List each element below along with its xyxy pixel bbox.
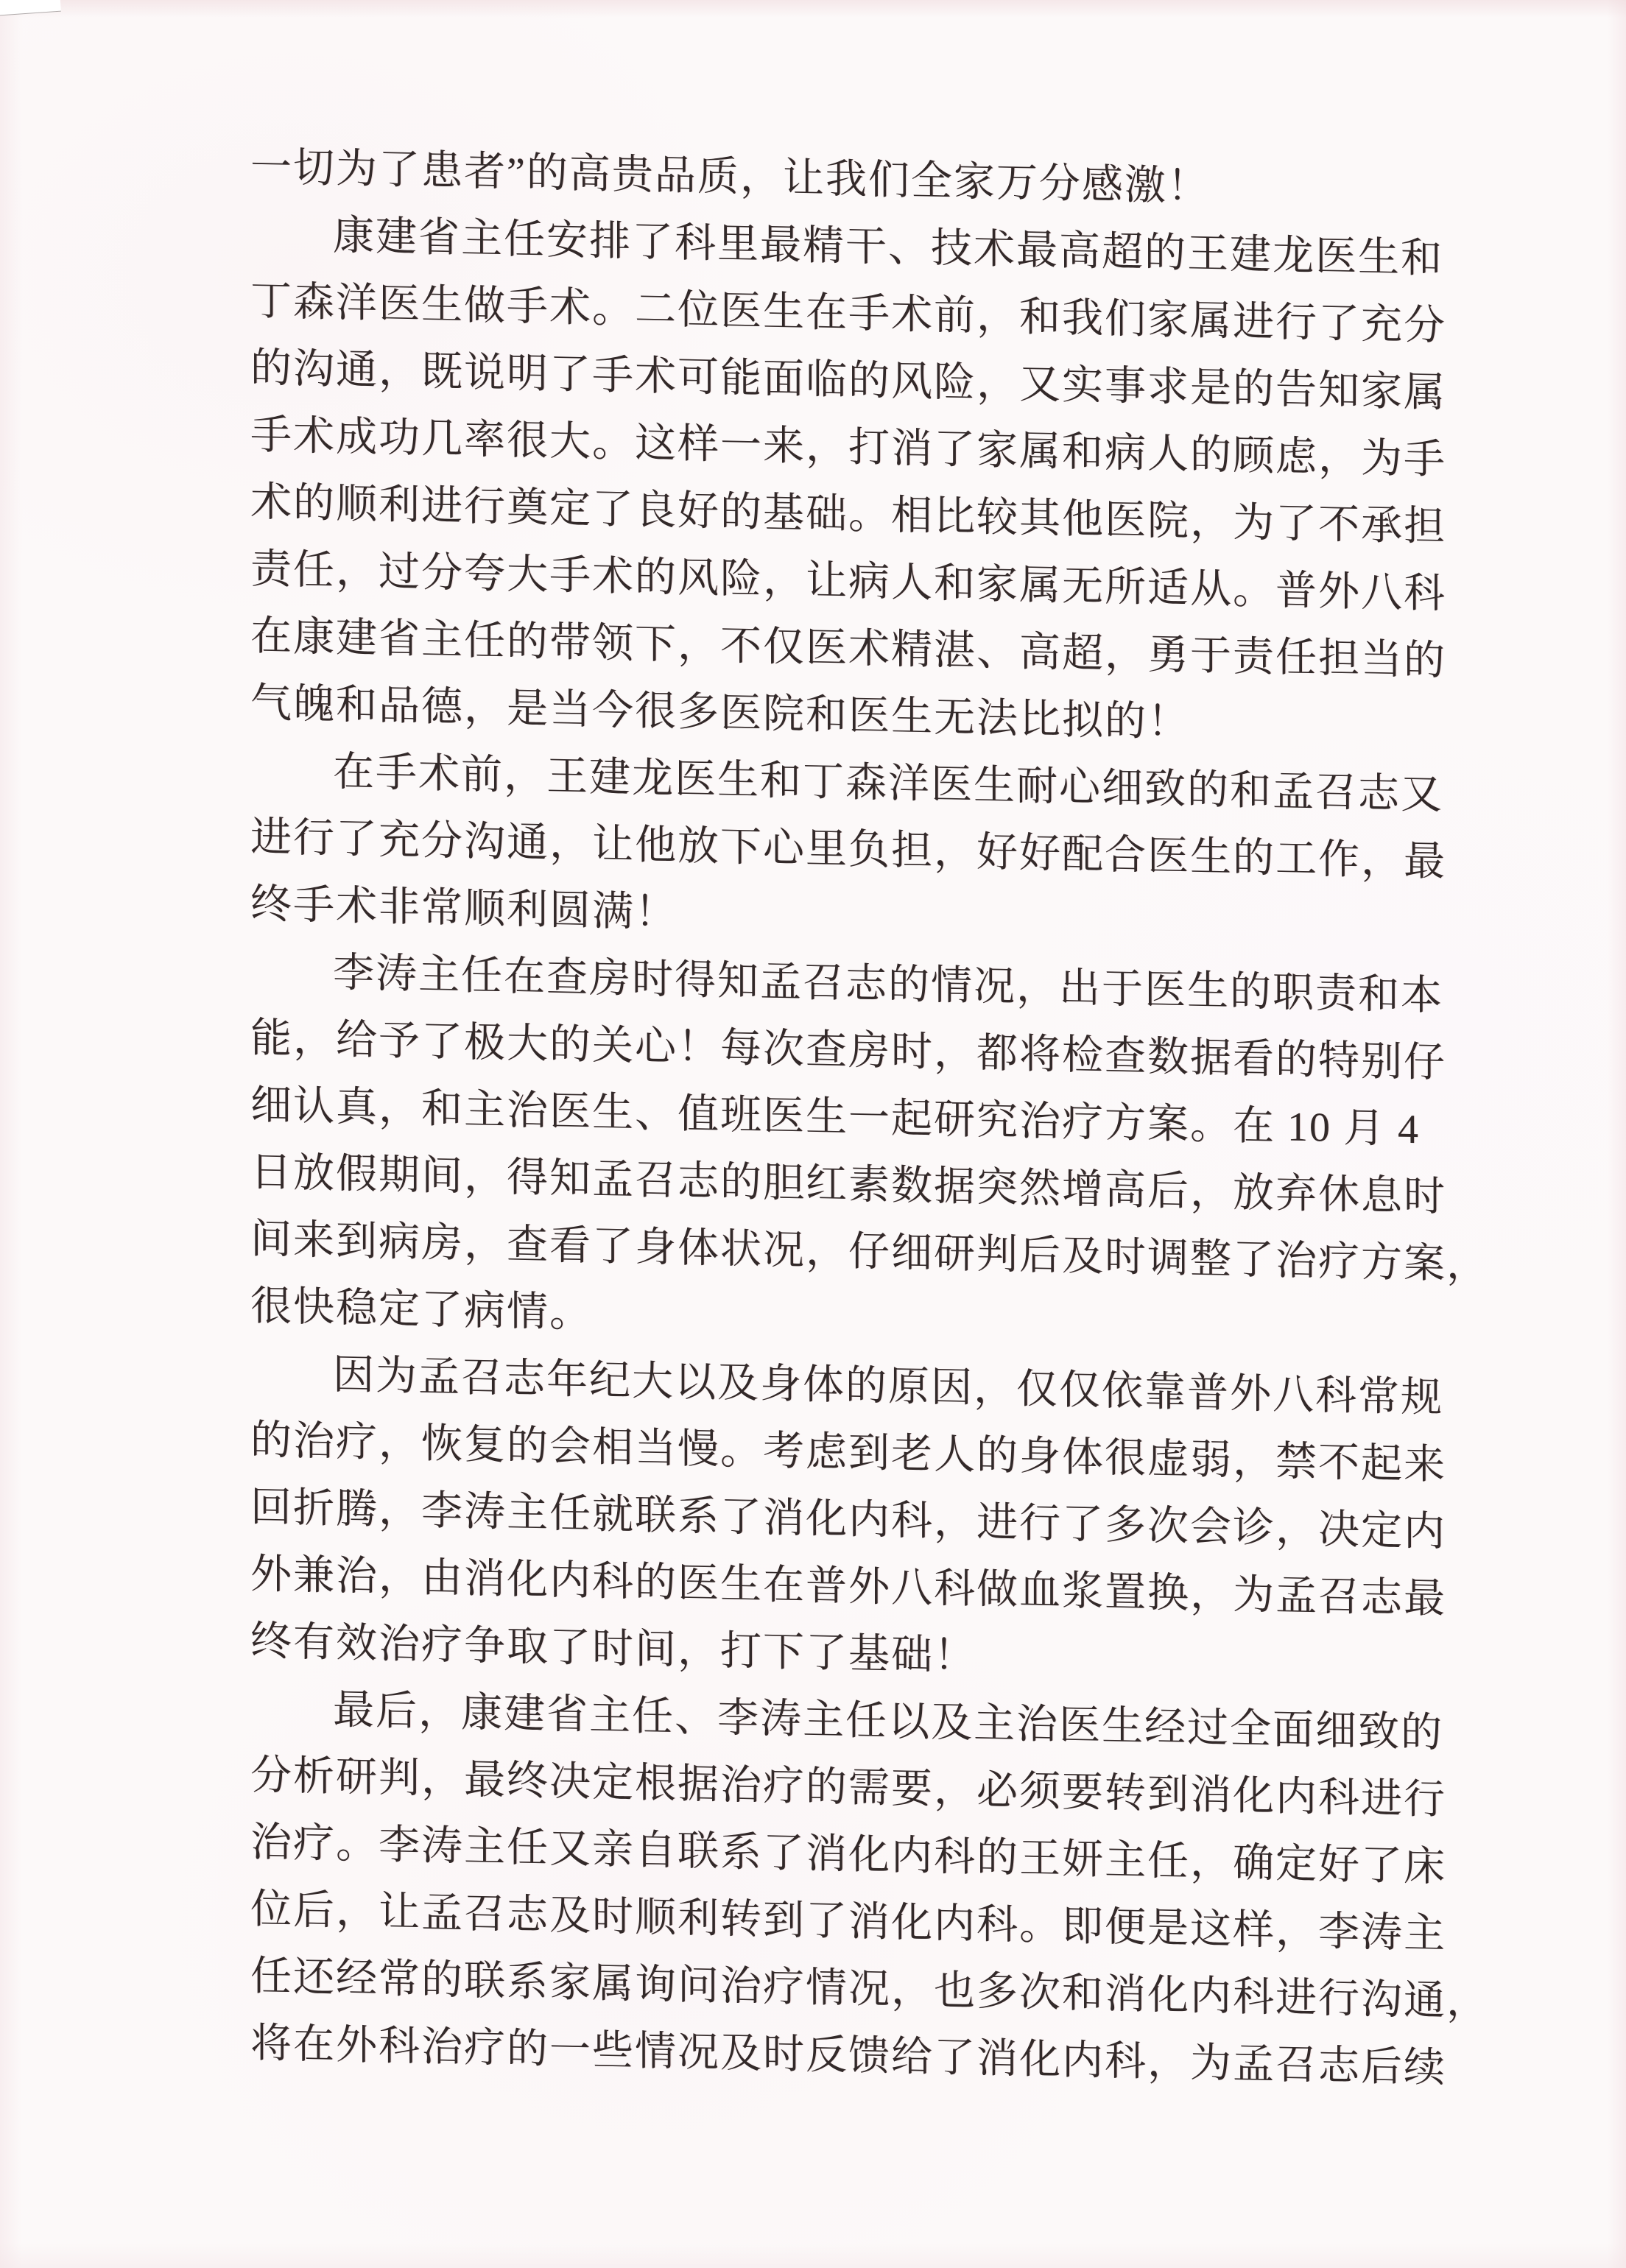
text-line: 细认真，和主治医生、值班医生一起研究治疗方案。在 10 月 4: [250, 1082, 1420, 1153]
text-line: 分析研判，最终决定根据治疗的需要，必须要转到消化内科进行: [250, 1753, 1446, 1824]
text-line: 进行了充分沟通，让他放下心里负担，好好配合医生的工作，最: [250, 814, 1446, 886]
text-line: 回折腾，李涛主任就联系了消化内科，进行了多次会诊，决定内: [250, 1485, 1446, 1556]
text-line: 李涛主任在查房时得知孟召志的情况，出于医生的职责和本: [333, 950, 1443, 1019]
text-line: 的治疗，恢复的会相当慢。考虑到老人的身体很虚弱，禁不起来: [250, 1418, 1446, 1489]
text-line: 位后，让孟召志及时顺利转到了消化内科。即便是这样，李涛主: [250, 1887, 1446, 1958]
text-line: 在手术前，王建龙医生和丁森洋医生耐心细致的和孟召志又: [333, 749, 1443, 818]
text-line: 能，给予了极大的关心！每次查房时，都将检查数据看的特别仔: [250, 1015, 1446, 1087]
text-line: 气魄和品德，是当今很多医院和医生无法比拟的！: [250, 680, 1190, 746]
text-line: 日放假期间，得知孟召志的胆红素数据突然增高后，放弃休息时: [250, 1149, 1446, 1221]
text-line: 很快稳定了病情。: [250, 1283, 592, 1336]
text-line: 任还经常的联系家属询问治疗情况，也多次和消化内科进行沟通，: [250, 1954, 1489, 2026]
text-line: 术的顺利进行奠定了良好的基础。相比较其他医院，为了不承担: [250, 479, 1446, 551]
text-line: 一切为了患者”的高贵品质，让我们全家万分感激！: [250, 144, 1210, 211]
text-line: 外兼治，由消化内科的医生在普外八科做血浆置换，为孟召志最: [250, 1552, 1446, 1623]
text-line: 将在外科治疗的一些情况及时反馈给了消化内科，为孟召志后续: [250, 2021, 1446, 2092]
text-line: 间来到病房，查看了身体状况，仔细研判后及时调整了治疗方案，: [250, 1216, 1489, 1289]
scan-corner-artifact: [0, 0, 61, 16]
text-line: 手术成功几率很大。这样一来，打消了家属和病人的顾虑，为手: [250, 412, 1446, 484]
text-line: 责任，过分夸大手术的风险，让病人和家属无所适从。普外八科: [250, 546, 1446, 618]
text-line: 丁森洋医生做手术。二位医生在手术前，和我们家属进行了充分: [250, 278, 1446, 350]
letter-body: [250, 134, 1489, 2102]
text-line: 终手术非常顺利圆满！: [250, 881, 678, 937]
text-line: 的沟通，既说明了手术可能面临的风险，又实事求是的告知家属: [250, 345, 1446, 417]
text-line: 最后，康建省主任、李涛主任以及主治医生经过全面细致的: [333, 1687, 1443, 1756]
text-line: 终有效治疗争取了时间，打下了基础！: [250, 1619, 976, 1680]
text-line: 因为孟召志年纪大以及身体的原因，仅仅依靠普外八科常规: [333, 1352, 1443, 1421]
text-line: 在康建省主任的带领下，不仅医术精湛、高超，勇于责任担当的: [250, 613, 1446, 685]
text-line: 康建省主任安排了科里最精干、技术最高超的王建龙医生和: [333, 213, 1443, 282]
text-line: 治疗。李涛主任又亲自联系了消化内科的王妍主任，确定好了床: [250, 1820, 1446, 1891]
